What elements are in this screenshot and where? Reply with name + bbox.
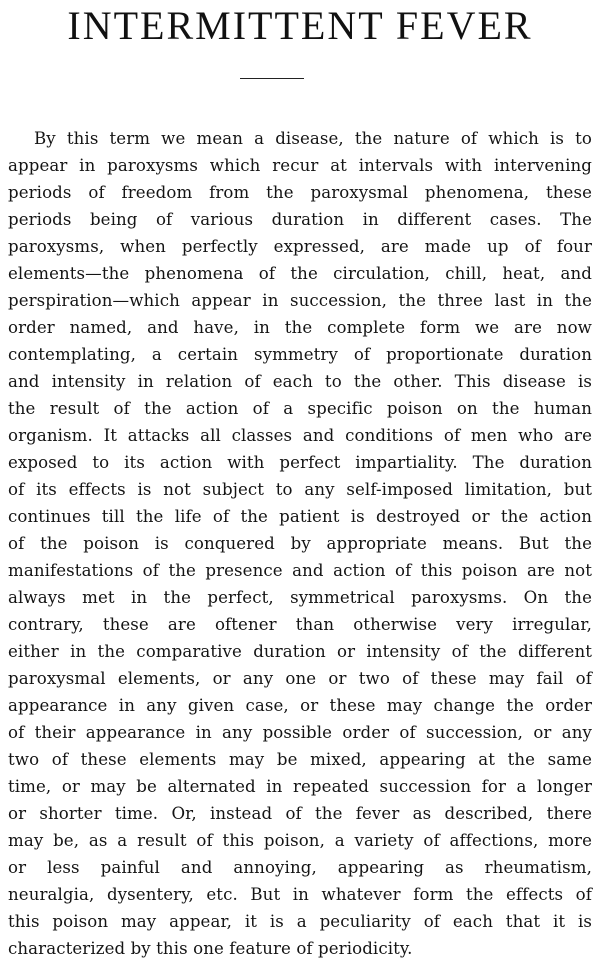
title-divider [240,78,304,79]
paragraph-line: or shorter time. Or, instead of the fever as described, there [8,804,592,823]
paragraph-line: of its effects is not subject to any self-imposed limitation, but [8,480,592,499]
paragraph-line: paroxysmal elements, or any one or two of these may fail of [8,669,592,688]
paragraph-line: and intensity in relation of each to the other. This disease is [8,372,592,391]
paragraph-line: of their appearance in any possible order of succession, or any [8,723,592,742]
paragraph-line: order named, and have, in the complete form we are now [8,318,592,337]
paragraph-line: of the poison is conquered by appropriate means. But the [8,534,592,553]
paragraph-line: neuralgia, dysentery, etc. But in whatever form the effects of [8,885,592,904]
paragraph-line: organism. It attacks all classes and conditions of men who are [8,426,592,445]
paragraph-line: may be, as a result of this poison, a variety of affections, more [8,831,592,850]
page-title: INTERMITTENT FEVER [67,3,533,48]
paragraph-line: contemplating, a certain symmetry of proportionate duration [8,345,592,364]
paragraph-line: always met in the perfect, symmetrical paroxysms. On the [8,588,592,607]
paragraph-line: periods of freedom from the paroxysmal phenomena, these [8,183,592,202]
paragraph-line: this poison may appear, it is a peculiarity of each that it is [8,912,592,931]
paragraph-line: periods being of various duration in different cases. The [8,210,592,229]
paragraph-line: either in the comparative duration or intensity of the different [8,642,592,661]
paragraph-line: two of these elements may be mixed, appearing at the same [8,750,592,769]
paragraph-line: continues till the life of the patient is destroyed or the action [8,507,592,526]
paragraph-line: appearance in any given case, or these may change the order [8,696,592,715]
paragraph-line: elements—the phenomena of the circulation, chill, heat, and [8,264,592,283]
paragraph-line: By this term we mean a disease, the nature of which is to [34,129,592,148]
paragraph-line: manifestations of the presence and action of this poison are not [8,561,592,580]
body-paragraph [8,125,592,962]
paragraph-line: exposed to its action with perfect impartiality. The duration [8,453,592,472]
paragraph-line: contrary, these are oftener than otherwise very irregular, [8,615,592,634]
paragraph-line: perspiration—which appear in succession, the three last in the [8,291,592,310]
paragraph-line: paroxysms, when perfectly expressed, are made up of four [8,237,592,256]
paragraph-line: characterized by this one feature of periodicity. [8,939,413,958]
paragraph-line: appear in paroxysms which recur at intervals with intervening [8,156,592,175]
paragraph-line: or less painful and annoying, appearing as rheumatism, [8,858,592,877]
paragraph-line: time, or may be alternated in repeated succession for a longer [8,777,592,796]
paragraph-line: the result of the action of a specific poison on the human [8,399,592,418]
